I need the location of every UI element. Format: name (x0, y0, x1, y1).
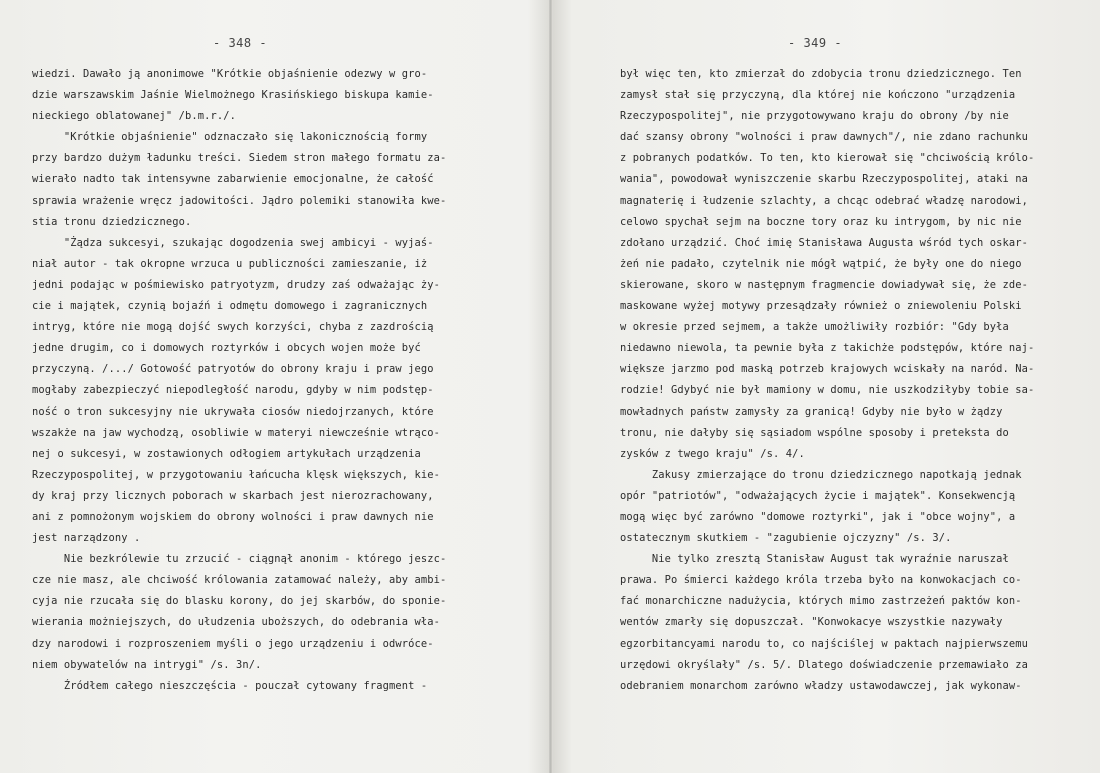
text-line: niał autor - tak okropne wrzuca u publiczności zamieszanie, iż (32, 257, 428, 270)
text-line: stia tronu dziedzicznego. (32, 215, 192, 228)
right-page-text (620, 64, 1034, 697)
text-line: jest narządzony . (32, 532, 141, 545)
right-page (550, 0, 1100, 773)
text-line: Nie bezkrólewie tu zrzucić - ciągnął anonim - którego jeszc- (32, 553, 447, 566)
text-line: magnaterię i łudzenie szlachty, a chcąc odebrać władzę narodowi, (620, 194, 1029, 207)
text-line: opór "patriotów", "odważających życie i majątek". Konsekwencją (620, 489, 1016, 502)
text-line: mogłaby zabezpieczyć niepodległość narodu, gdyby w nim podstęp- (32, 384, 434, 397)
left-page-text (32, 64, 446, 697)
text-line: tronu, nie dałyby się sąsiadom wspólne sposoby i preteksta do (620, 426, 1009, 439)
text-line: większe jarzmo pod maską potrzeb krajowych wciskały na naród. Na- (620, 363, 1035, 376)
text-line: ani z pomnożonym wojskiem do obrony wolności i praw dawnych nie (32, 510, 434, 523)
text-line: wszakże na jaw wychodzą, osobliwie w materyi niewcześnie wtrąco- (32, 426, 441, 439)
text-line: skierowane, skoro w następnym fragmencie dowiadywał się, że zde- (620, 278, 1029, 291)
text-line: zamysł stał się przyczyną, dla której nie kończono "urządzenia (620, 89, 1016, 102)
page-number: - 349 - (788, 36, 843, 50)
text-line: sprawia wrażenie wręcz jadowitości. Jądro polemiki stanowiła kwe- (32, 194, 447, 207)
text-line: "Żądza sukcesyi, szukając dogodzenia swej ambicyi - wyjaś- (32, 236, 434, 249)
text-line: zdołano urządzić. Choć imię Stanisława Augusta wśród tych oskar- (620, 236, 1029, 249)
text-line: Zakusy zmierzające do tronu dziedzicznego napotkają jednak (620, 468, 1022, 481)
text-line: zysków z twego kraju" /s. 4/. (620, 447, 805, 460)
page-number: - 348 - (213, 36, 268, 50)
text-line: w okresie przed sejmem, a także umożliwiły rozbiór: "Gdy była (620, 321, 1009, 334)
text-line: cze nie masz, ale chciwość królowania zatamować należy, aby ambi- (32, 574, 447, 587)
text-line: żeń nie padało, czytelnik nie mógł wątpić, że były one do niego (620, 257, 1022, 270)
text-line: nej o sukcesyi, w zostawionych odłogiem artykułach urządzenia (32, 447, 421, 460)
text-line: nieckiego oblatowanej" /b.m.r./. (32, 110, 237, 123)
text-line: "Krótkie objaśnienie" odznaczało się lakonicznością formy (32, 131, 428, 144)
text-line: przyczyną. /.../ Gotowość patryotów do obrony kraju i praw jego (32, 363, 434, 376)
text-line: dzy narodowi i rozproszeniem myśli o jego urządzeniu i odwróce- (32, 637, 434, 650)
text-line: prawa. Po śmierci każdego króla trzeba było na konwokacjach co- (620, 574, 1022, 587)
text-line: maskowane wyżej motywy przesądzały również o zniewoleniu Polski (620, 300, 1022, 313)
text-line: dy kraj przy licznych poborach w skarbach jest nierozrachowany, (32, 489, 434, 502)
text-line: mowładnych państw zamysły za granicą! Gdyby nie było w żądzy (620, 405, 1003, 418)
text-line: odebraniem monarchom zarówno władzy ustawodawczej, jak wykonaw- (620, 679, 1022, 692)
text-line: urzędowi okryślały" /s. 5/. Dlatego doświadczenie przemawiało za (620, 658, 1029, 671)
text-line: Nie tylko zresztą Stanisław August tak wyraźnie naruszał (620, 553, 1009, 566)
text-line: przy bardzo dużym ładunku treści. Siedem stron małego formatu za- (32, 152, 447, 165)
text-line: wierało nadto tak intensywne zabarwienie emocjonalne, że całość (32, 173, 434, 186)
text-line: fać monarchiczne nadużycia, których mimo zastrzeżeń paktów kon- (620, 595, 1022, 608)
text-line: rodzie! Gdybyć nie był mamiony w domu, nie uszkodziłyby tobie sa- (620, 384, 1035, 397)
text-line: jedni podając w pośmiewisko patryotyzm, drudzy zaś odważając ży- (32, 278, 441, 291)
text-line: wierania możniejszych, do ułudzenia uboższych, do odebrania wła- (32, 616, 441, 629)
text-line: ostatecznym skutkiem - "zagubienie ojczyzny" /s. 3/. (620, 532, 952, 545)
text-line: niem obywatelów na intrygi" /s. 3n/. (32, 658, 262, 671)
text-line: Rzeczypospolitej", nie przygotowywano kraju do obrony /by nie (620, 110, 1009, 123)
text-line: Źródłem całego nieszczęścia - pouczał cytowany fragment - (32, 679, 428, 692)
text-line: ność o tron sukcesyjny nie ukrywała ciosów niedojrzanych, które (32, 405, 434, 418)
text-line: niedawno niewola, ta pewnie była z takichże podstępów, które naj- (620, 342, 1035, 355)
text-line: cie i majątek, czynią bojaźń i odmętu domowego i zagranicznych (32, 300, 428, 313)
text-line: dzie warszawskim Jaśnie Wielmożnego Krasińskiego biskupa kamie- (32, 89, 434, 102)
text-line: jedne drugim, co i domowych roztyrków i obcych wojen może być (32, 342, 421, 355)
text-line: cyja nie rzucała się do blasku korony, do jej skarbów, do sponie- (32, 595, 447, 608)
text-line: mogą więc być zarówno "domowe roztyrki", jak i "obce wojny", a (620, 510, 1016, 523)
text-line: Rzeczypospolitej, w przygotowaniu łańcucha klęsk większych, kie- (32, 468, 441, 481)
text-line: był więc ten, kto zmierzał do zdobycia tronu dziedzicznego. Ten (620, 68, 1022, 80)
text-line: egzorbitancyami narodu to, co najściślej w paktach najpierwszemu (620, 637, 1029, 650)
text-line: dać szansy obrony "wolności i praw dawnych"/, nie zdano rachunku (620, 131, 1029, 144)
text-line: z pobranych podatków. To ten, kto kierował się "chciwością królo- (620, 152, 1035, 165)
text-line: celowo spychał sejm na boczne tory oraz ku intrygom, by nic nie (620, 215, 1022, 228)
text-line: wania", powodował wyniszczenie skarbu Rzeczypospolitej, ataki na (620, 173, 1029, 186)
text-line: intryg, które nie mogą dojść swych korzyści, chyba z zazdrością (32, 321, 434, 334)
text-line: wiedzi. Dawało ją anonimowe "Krótkie objaśnienie odezwy w gro- (32, 68, 428, 80)
text-line: wentów zmarły się dopuszczał. "Konwokacye wszystkie nazywały (620, 616, 1003, 629)
